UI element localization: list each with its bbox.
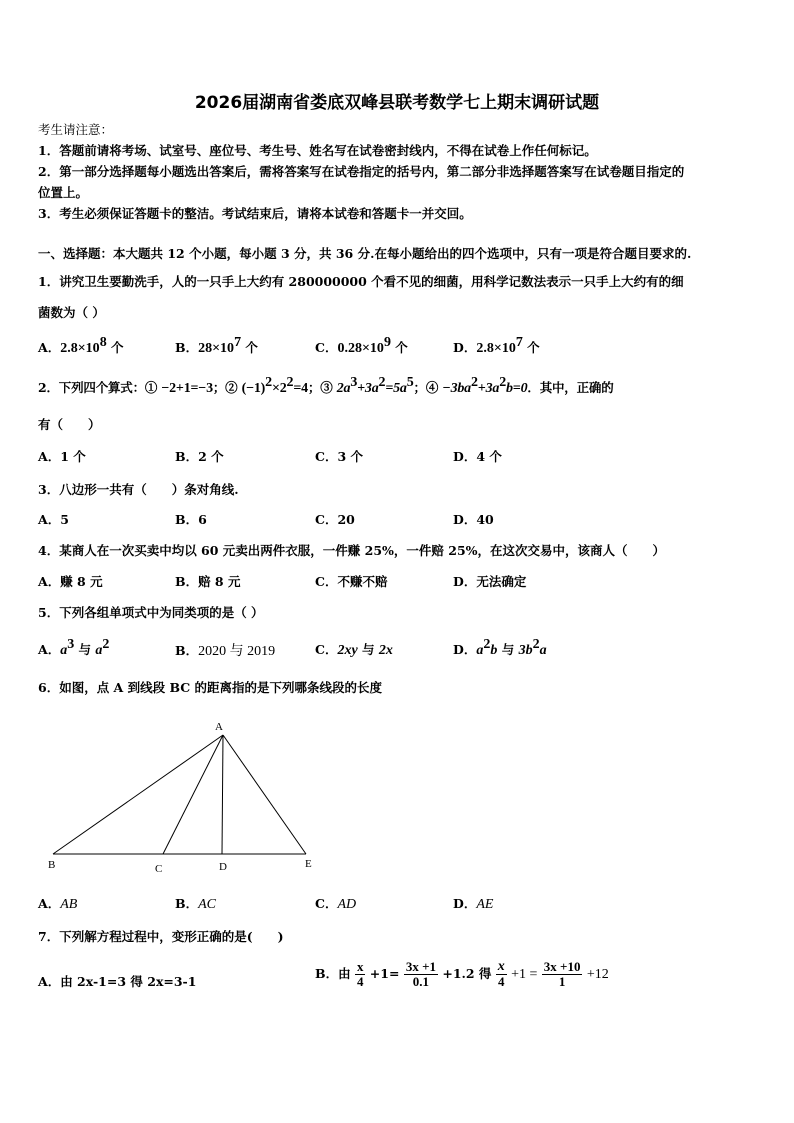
question-2-option-c: C．3 个: [315, 449, 363, 464]
question-4-option-b: B．赔 8 元: [175, 574, 241, 589]
question-5-text: 5．下列各组单项式中为同类项的是（ ）: [38, 605, 264, 620]
point-label-c: C: [155, 863, 163, 875]
notice-item-2: 2．第一部分选择题每小题选出答案后，需将答案写在试卷指定的括号内，第二部分非选择题答案写在试卷题目指定的: [38, 164, 685, 179]
question-2-option-b: B．2 个: [175, 449, 224, 464]
segment-ab: [53, 735, 223, 854]
question-1-text-cont: 菌数为（ ）: [38, 305, 105, 320]
question-7-option-a: A．由 2x-1=3 得 2x=3-1: [38, 974, 197, 989]
point-label-a: A: [215, 721, 223, 733]
page-title: 2026届湖南省娄底双峰县联考数学七上期末调研试题: [194, 93, 600, 113]
question-1-text: 1．讲究卫生要勤洗手，人的一只手上大约有 280000000 个看不见的细菌，用科学记数法表示一只手上大约有的细: [38, 274, 684, 289]
question-5-option-a: A．$a^3$ 与 $a^2$: [38, 637, 110, 658]
segment-ad: [222, 735, 223, 854]
question-6-option-c: C．AD: [315, 896, 357, 912]
question-3-option-a: A．5: [38, 512, 69, 527]
segment-ac: [163, 735, 223, 854]
question-7-option-b: B．由 $\frac{x}{4}$ +1= $\frac{3x +1}{0.1}$ +1.2 得 $\frac{x}{4}$ +1 = $\frac{3x +10}{1}$ +12: [315, 959, 609, 989]
question-4-text: 4．某商人在一次买卖中均以 60 元卖出两件衣服，一件赚 25%，一件赔 25%，在这次交易中，该商人（ ）: [38, 543, 666, 558]
question-3-option-d: D．40: [453, 512, 494, 527]
point-label-e: E: [305, 858, 312, 870]
question-2-option-a: A．1 个: [38, 449, 86, 464]
question-1-option-c: C．$0.28\times 10^9$ 个: [315, 335, 408, 356]
question-4-option-d: D．无法确定: [453, 574, 527, 589]
question-2-text-cont: 有（ ）: [38, 417, 101, 432]
question-2-option-d: D．4 个: [453, 449, 502, 464]
question-4-option-c: C．不赚不赔: [315, 574, 388, 589]
notice-item-2-cont: 位置上。: [38, 185, 89, 200]
point-label-d: D: [219, 861, 227, 873]
triangle-figure: [40, 715, 330, 880]
question-6-text: 6．如图，点 A 到线段 BC 的距离指的是下列哪条线段的长度: [38, 680, 383, 695]
section-heading: 一、选择题：本大题共 12 个小题，每小题 3 分，共 36 分.在每小题给出的四个选项中，只有一项是符合题目要求的.: [38, 246, 692, 261]
question-7-text: 7．下列解方程过程中，变形正确的是( ): [38, 929, 284, 944]
question-4-option-a: A．赚 8 元: [38, 574, 103, 589]
notice-heading: 考生请注意：: [38, 122, 114, 137]
question-1-option-b: B．$28\times 10^7$ 个: [175, 335, 258, 356]
question-5-option-c: C．2xy 与 2x: [315, 642, 393, 658]
question-5-option-b: B．2020 与 2019: [175, 643, 276, 659]
question-1-option-a: A．$2.8\times 10^8$ 个: [38, 335, 124, 356]
question-6-option-d: D．AE: [453, 896, 494, 912]
question-1-option-d: D．$2.8\times 10^7$ 个: [453, 335, 540, 356]
question-6-option-a: A．AB: [38, 896, 78, 912]
notice-item-3: 3．考生必须保证答题卡的整洁。考试结束后，请将本试卷和答题卡一并交回。: [38, 206, 472, 221]
question-3-option-b: B．6: [175, 512, 207, 527]
question-3-option-c: C．20: [315, 512, 355, 527]
notice-item-1: 1．答题前请将考场、试室号、座位号、考生号、姓名写在试卷密封线内，不得在试卷上作任何标记。: [38, 143, 597, 158]
question-3-text: 3．八边形一共有（ ）条对角线.: [38, 482, 239, 497]
point-label-b: B: [48, 859, 56, 871]
question-6-option-b: B．AC: [175, 896, 216, 912]
segment-ae: [223, 735, 306, 854]
question-5-option-d: D．$a^2b$ 与 $3b^2a$: [453, 637, 547, 658]
question-2-text: 2．下列四个算式：① −2+1=−3；② $(-1)^2\times 2^2=4$；③ $2a^3+3a^2=5a^5$；④ $-3ba^2+3a^2b=0$．其中，正确的: [38, 375, 614, 396]
